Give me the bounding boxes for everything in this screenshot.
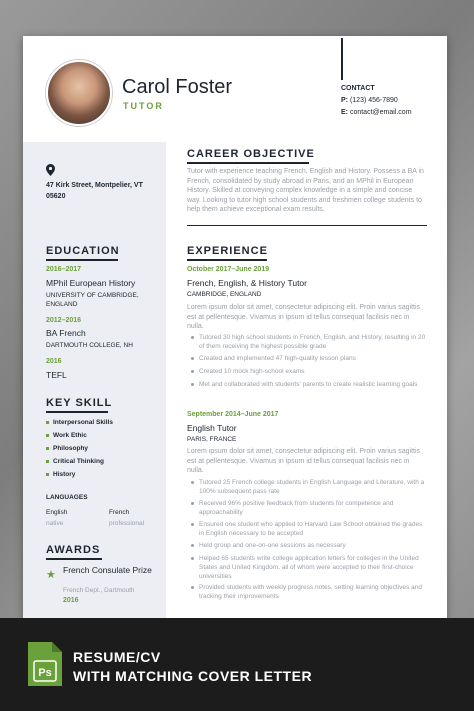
education-years: 2016–2017	[46, 266, 82, 273]
job-title: French, English, & History Tutor	[187, 278, 307, 288]
education-degree: MPhil European History	[46, 278, 136, 288]
candidate-role: TUTOR	[123, 101, 164, 111]
key-skill-underline	[46, 411, 108, 413]
photoshop-label: Ps	[38, 667, 52, 679]
award-title: French Consulate Prize	[63, 565, 152, 575]
job-bullet: Tutored 30 high school students in French, English, and History, resulting in 20 of them receiving the highest possible grade	[199, 333, 429, 351]
career-objective-underline	[187, 162, 309, 164]
photoshop-file-icon	[27, 641, 63, 687]
job-bullet: Created 10 mock high-school exams	[199, 367, 429, 376]
skill-item: Critical Thinking	[46, 458, 104, 465]
banner-title: RESUME/CV	[73, 649, 161, 665]
profile-photo	[46, 60, 112, 126]
awards-underline	[46, 558, 102, 560]
contact-email: E: contact@email.com	[341, 109, 412, 116]
skill-item: Interpersonal Skills	[46, 419, 113, 426]
skill-item: Philosophy	[46, 445, 88, 452]
education-heading: EDUCATION	[46, 245, 120, 257]
language-level: native	[46, 520, 64, 527]
job-bullet: Created and implemented 47 high-quality lesson plans	[199, 354, 429, 363]
candidate-name: Carol Foster	[122, 76, 233, 98]
contact-phone: P: (123) 456-7890	[341, 97, 398, 104]
education-school: DARTMOUTH COLLEGE, NH	[46, 342, 133, 349]
awards-heading: AWARDS	[46, 544, 101, 556]
job-bullet: Tutored 25 French college students in English Language and Literature, with a 100% subsequent pass rate	[199, 478, 429, 496]
language-name: French	[109, 509, 130, 516]
education-degree: TEFL	[46, 370, 67, 380]
job-bullet: Met and collaborated with students' parents to create realistic learning goals	[199, 380, 429, 389]
contact-divider	[341, 38, 343, 80]
education-degree: BA French	[46, 328, 86, 338]
star-icon: ★	[46, 569, 56, 581]
education-years: 2016	[46, 358, 62, 365]
skill-item: Work Ethic	[46, 432, 87, 439]
award-year: 2016	[63, 597, 79, 604]
career-objective-text: Tutor with experience teaching French, English and History. Possess a BA in French, consolidated by study abroad in Paris, and an MPhil in European History. Skilled at conveying complex knowledge in a simple and concise way. Looking to tutor high school students and freshmen college students to help them achieve exceptional exam results.	[187, 168, 424, 213]
section-divider	[187, 225, 427, 226]
location-pin-icon	[46, 164, 55, 176]
education-school: UNIVERSITY OF CAMBRIDGE, ENGLAND	[46, 292, 139, 308]
job-summary: Lorem ipsum dolor sit amet, consectetur adipiscing elit. Proin varius sagittis est at pellentesque. Vivamus in ipsum id tellus consequat facilisis nec in nulla.	[187, 304, 421, 330]
experience-heading: EXPERIENCE	[187, 245, 268, 257]
career-objective-heading: CAREER OBJECTIVE	[187, 148, 315, 160]
job-bullet: Ensured one student who applied to Harvard Law School obtained the grades in English necessary to be accepted	[199, 520, 429, 538]
job-title: English Tutor	[187, 423, 237, 433]
contact-heading: CONTACT	[341, 85, 375, 92]
job-bullet: Helped 65 students write college application letters for colleges in the United States and United Kingdom, all of whom were accepted to their first-choice universities	[199, 554, 429, 581]
job-bullet: Provided students with weekly progress notes, setting learning objectives and tracking their improvements	[199, 583, 429, 601]
education-underline	[46, 259, 118, 261]
languages-heading: LANGUAGES	[46, 494, 88, 501]
promo-banner	[0, 618, 474, 711]
experience-underline	[187, 259, 267, 261]
job-location: PARIS, FRANCE	[187, 436, 237, 443]
award-org: French Dept., Dartmouth	[63, 587, 135, 594]
language-name: English	[46, 509, 68, 516]
job-location: CAMBRIDGE, ENGLAND	[187, 291, 262, 298]
language-level: professional	[109, 520, 145, 527]
job-bullet: Held group and one-on-one sessions as necessary	[199, 541, 429, 550]
skill-item: History	[46, 471, 75, 478]
key-skill-heading: KEY SKILL	[46, 397, 113, 409]
education-years: 2012–2016	[46, 317, 82, 324]
job-dates: September 2014–June 2017	[187, 411, 279, 418]
job-bullet: Received 96% positive feedback from students for competence and approachability	[199, 499, 429, 517]
job-dates: October 2017–June 2019	[187, 266, 270, 273]
banner-subtitle: WITH MATCHING COVER LETTER	[73, 668, 313, 684]
resume-page	[23, 36, 447, 619]
address: 47 Kirk Street, Montpelier, VT 05620	[46, 182, 143, 200]
job-summary: Lorem ipsum dolor sit amet, consectetur adipiscing elit. Proin varius sagittis est at pellentesque. Vivamus in ipsum id tellus consequat facilisis nec in nulla.	[187, 448, 421, 474]
